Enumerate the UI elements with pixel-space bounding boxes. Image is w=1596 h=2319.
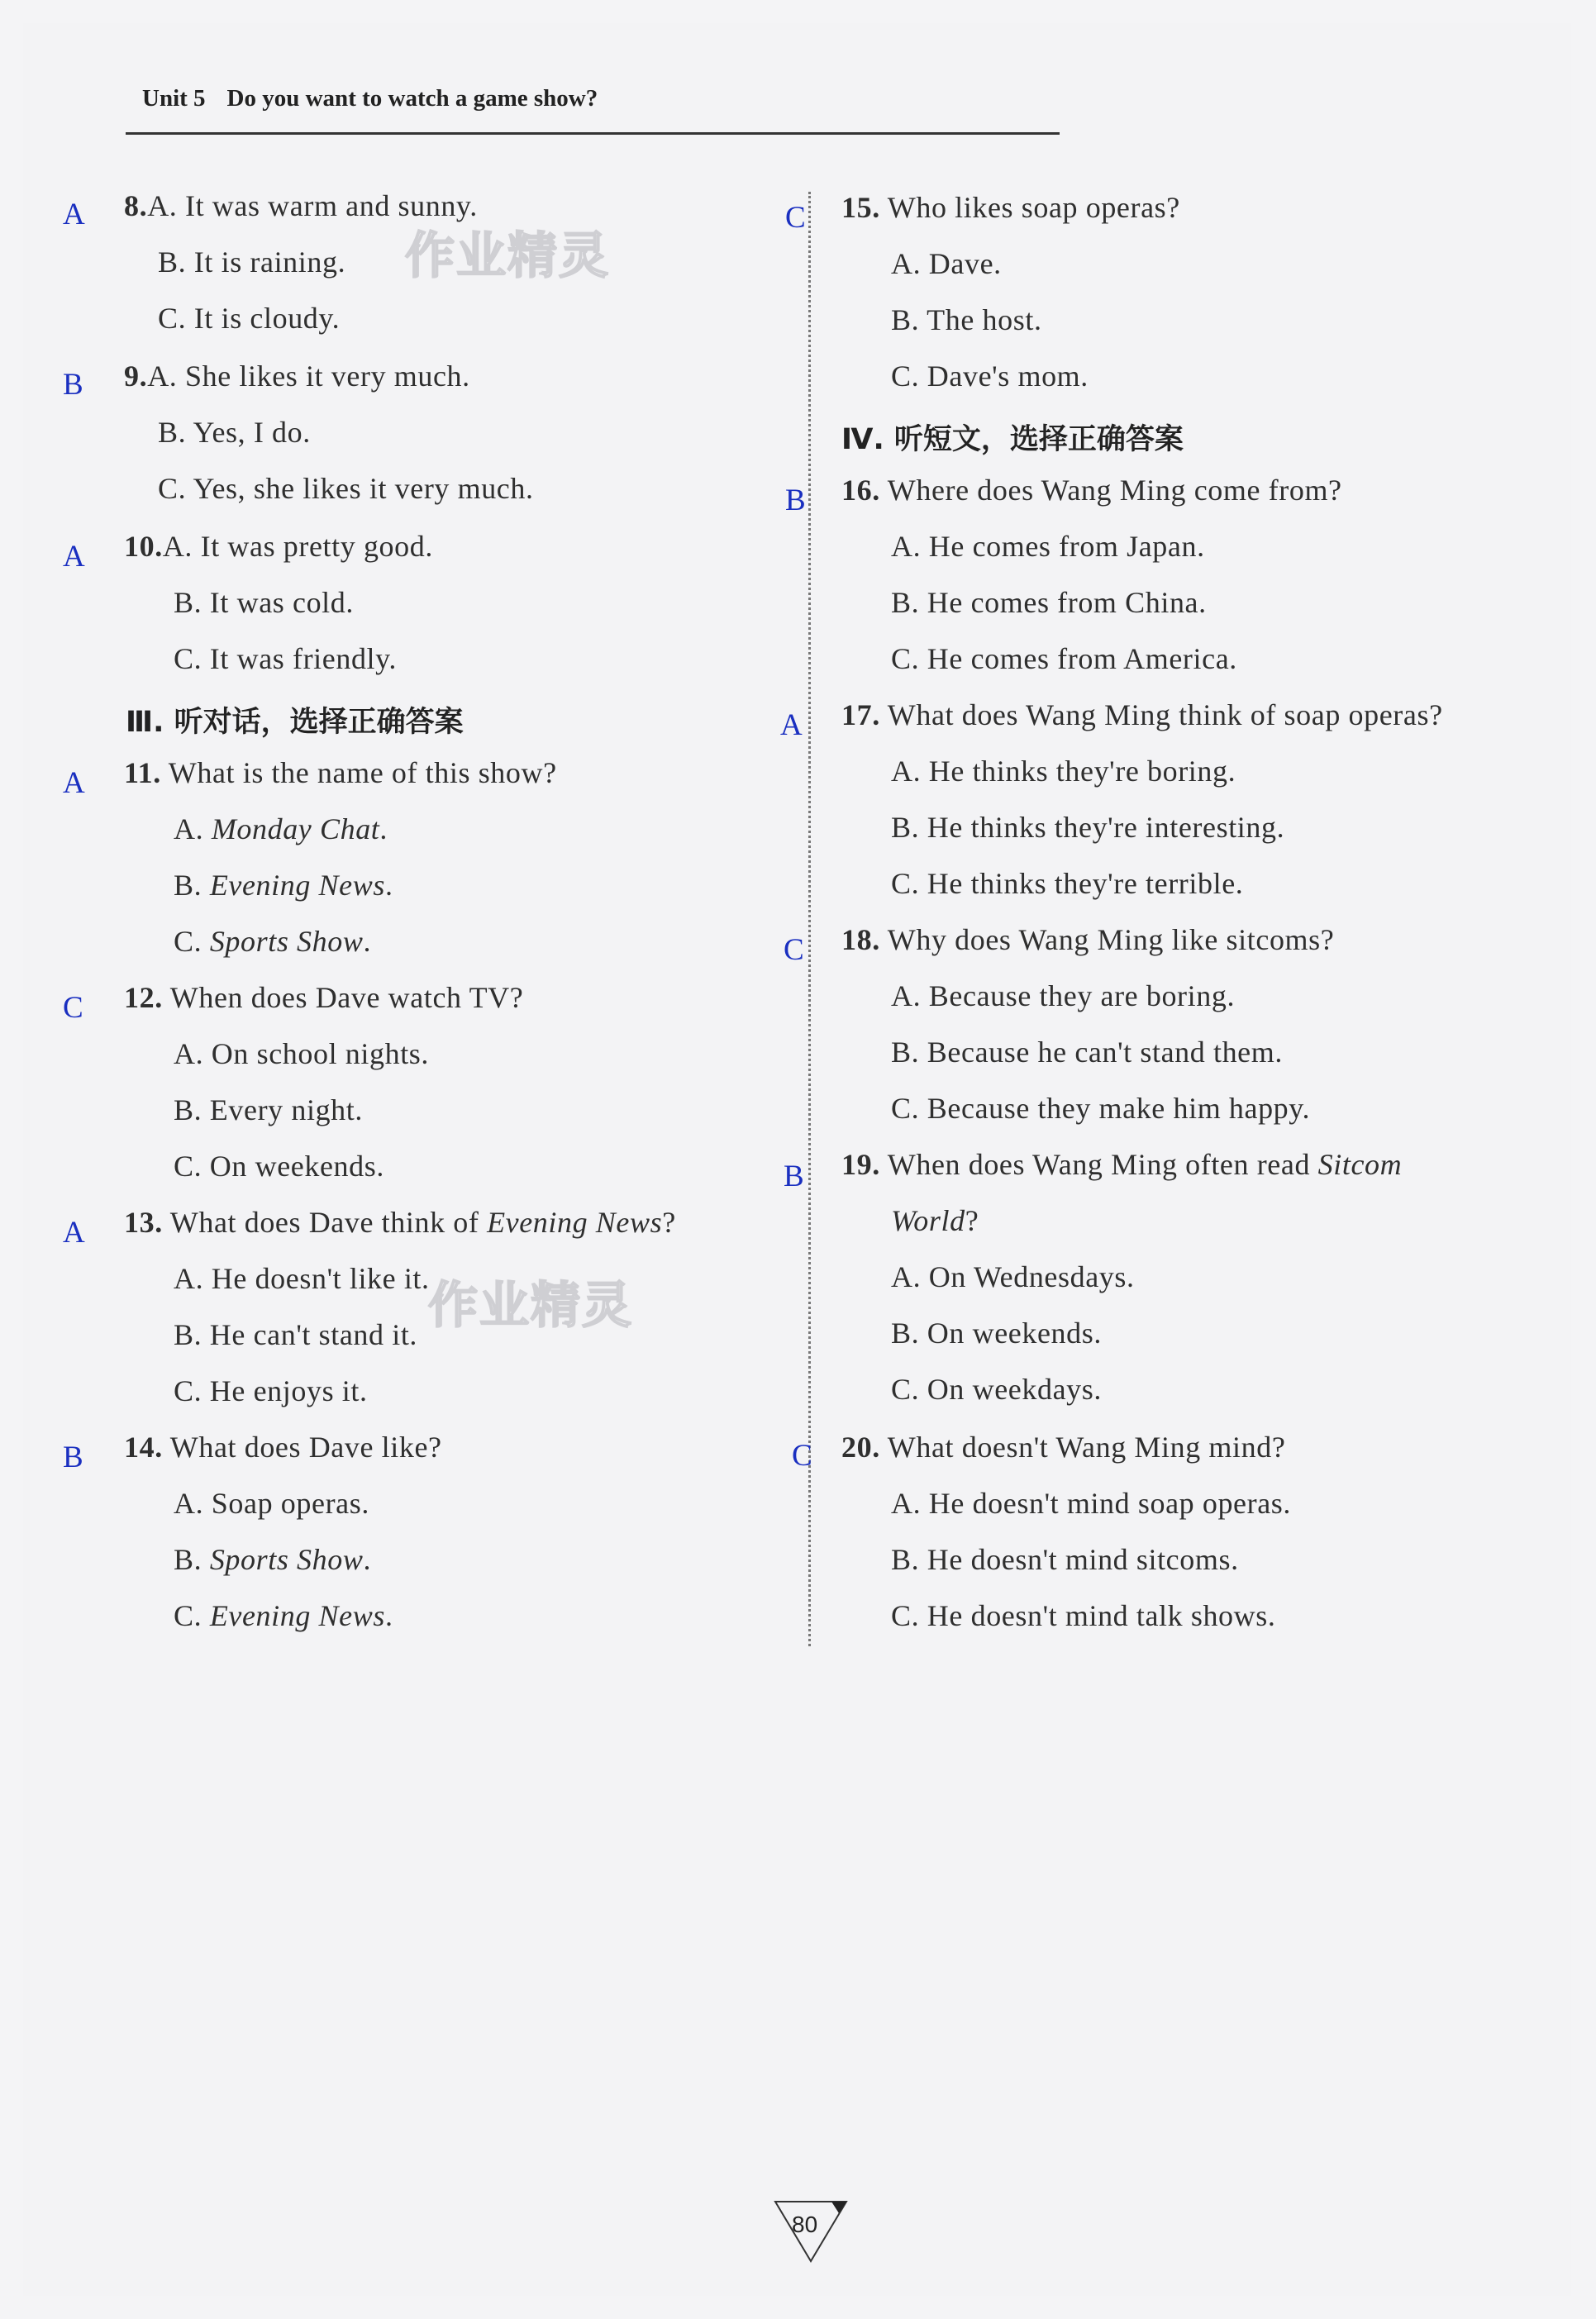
question-13-option-c: C. He enjoys it. (174, 1374, 368, 1407)
watermark: 作业精灵 (405, 227, 610, 285)
answer-mark: A (63, 540, 85, 574)
question-number: 10. (124, 530, 163, 563)
question-18-option-c: C. Because they make him happy. (891, 1092, 1311, 1125)
question-16-option-b: B. He comes from China. (891, 586, 1207, 619)
question-14-option-c: C. Evening News. (174, 1599, 393, 1632)
question-13-option-b: B. He can't stand it. (174, 1318, 418, 1351)
question-16-option-a: A. He comes from Japan. (891, 530, 1205, 563)
question-19-option-a: A. On Wednesdays. (891, 1260, 1135, 1293)
question-20-stem: 20. What doesn't Wang Ming mind? (841, 1431, 1286, 1464)
question-8-option-c: C. It is cloudy. (158, 302, 341, 335)
answer-mark: A (63, 1216, 85, 1250)
question-9-option-a: 9.A. She likes it very much. (124, 360, 470, 393)
question-number: 14. (124, 1431, 163, 1464)
question-12-option-a: A. On school nights. (174, 1037, 429, 1070)
question-12-option-c: C. On weekends. (174, 1150, 384, 1183)
page-number: 80 (792, 2212, 818, 2237)
question-18-option-a: A. Because they are boring. (891, 979, 1236, 1012)
question-11-option-c: C. Sports Show. (174, 925, 372, 958)
question-10-option-a: 10.A. It was pretty good. (124, 530, 433, 563)
question-17-option-c: C. He thinks they're terrible. (891, 867, 1244, 900)
question-17-option-a: A. He thinks they're boring. (891, 755, 1236, 788)
answer-mark: C (784, 933, 804, 967)
question-13-stem: 13. What does Dave think of Evening News? (124, 1206, 676, 1239)
question-14-option-b: B. Sports Show. (174, 1543, 372, 1576)
unit-title: Do you want to watch a game show? (226, 85, 598, 112)
answer-mark: B (63, 368, 83, 402)
question-number: 15. (841, 191, 880, 224)
question-15-option-b: B. The host. (891, 303, 1042, 336)
question-16-stem: 16. Where does Wang Ming come from? (841, 474, 1342, 507)
question-number: 12. (124, 981, 163, 1014)
question-number: 20. (841, 1431, 880, 1464)
question-number: 13. (124, 1206, 163, 1239)
question-11-option-a: A. Monday Chat. (174, 812, 388, 845)
question-20-option-c: C. He doesn't mind talk shows. (891, 1599, 1276, 1632)
answer-mark: A (63, 198, 85, 231)
unit-label: Unit 5 (142, 85, 206, 112)
answer-mark: C (63, 991, 83, 1025)
section-heading: Ⅲ. 听对话，选择正确答案 (126, 706, 464, 739)
question-19-stem-cont: World? (891, 1204, 979, 1237)
question-16-option-c: C. He comes from America. (891, 642, 1237, 675)
question-15-option-c: C. Dave's mom. (891, 360, 1089, 393)
answer-mark: A (780, 708, 803, 742)
question-10-option-b: B. It was cold. (174, 586, 354, 619)
question-15-option-a: A. Dave. (891, 247, 1002, 280)
question-number: 19. (841, 1148, 880, 1181)
question-18-stem: 18. Why does Wang Ming like sitcoms? (841, 923, 1335, 956)
question-17-option-b: B. He thinks they're interesting. (891, 811, 1285, 844)
question-17-stem: 17. What does Wang Ming think of soap operas? (841, 698, 1443, 731)
question-14-stem: 14. What does Dave like? (124, 1431, 442, 1464)
question-10-option-c: C. It was friendly. (174, 642, 398, 675)
question-13-option-a: A. He doesn't like it. (174, 1262, 430, 1295)
question-number: 18. (841, 923, 880, 956)
question-15-stem: 15. Who likes soap operas? (841, 191, 1180, 224)
question-18-option-b: B. Because he can't stand them. (891, 1036, 1283, 1069)
question-9-option-b: B. Yes, I do. (158, 416, 311, 449)
section-heading: Ⅳ. 听短文，选择正确答案 (841, 423, 1184, 456)
question-19-option-c: C. On weekdays. (891, 1373, 1102, 1406)
question-14-option-a: A. Soap operas. (174, 1487, 369, 1520)
question-number: 9. (124, 360, 148, 393)
answer-mark: C (792, 1439, 812, 1473)
answer-mark: B (784, 1160, 804, 1193)
question-number: 11. (124, 756, 161, 789)
answer-mark: C (785, 201, 806, 235)
watermark: 作业精灵 (428, 1277, 633, 1335)
question-9-option-c: C. Yes, she likes it very much. (158, 472, 534, 505)
answer-mark: B (63, 1440, 83, 1474)
question-8-option-a: 8.A. It was warm and sunny. (124, 189, 478, 222)
column-divider (808, 192, 811, 1646)
question-number: 8. (124, 189, 148, 222)
question-12-stem: 12. When does Dave watch TV? (124, 981, 524, 1014)
question-number: 17. (841, 698, 880, 731)
question-11-option-b: B. Evening News. (174, 869, 393, 902)
question-number: 16. (841, 474, 880, 507)
question-12-option-b: B. Every night. (174, 1093, 363, 1126)
header-rule (126, 132, 1060, 135)
question-19-option-b: B. On weekends. (891, 1317, 1102, 1350)
page-header (142, 85, 598, 112)
answer-mark: A (63, 766, 85, 800)
question-8-option-b: B. It is raining. (158, 245, 346, 279)
question-20-option-b: B. He doesn't mind sitcoms. (891, 1543, 1239, 1576)
question-19-stem: 19. When does Wang Ming often read Sitcom (841, 1148, 1403, 1181)
answer-mark: B (785, 483, 806, 517)
question-11-stem: 11. What is the name of this show? (124, 756, 557, 789)
question-20-option-a: A. He doesn't mind soap operas. (891, 1487, 1291, 1520)
